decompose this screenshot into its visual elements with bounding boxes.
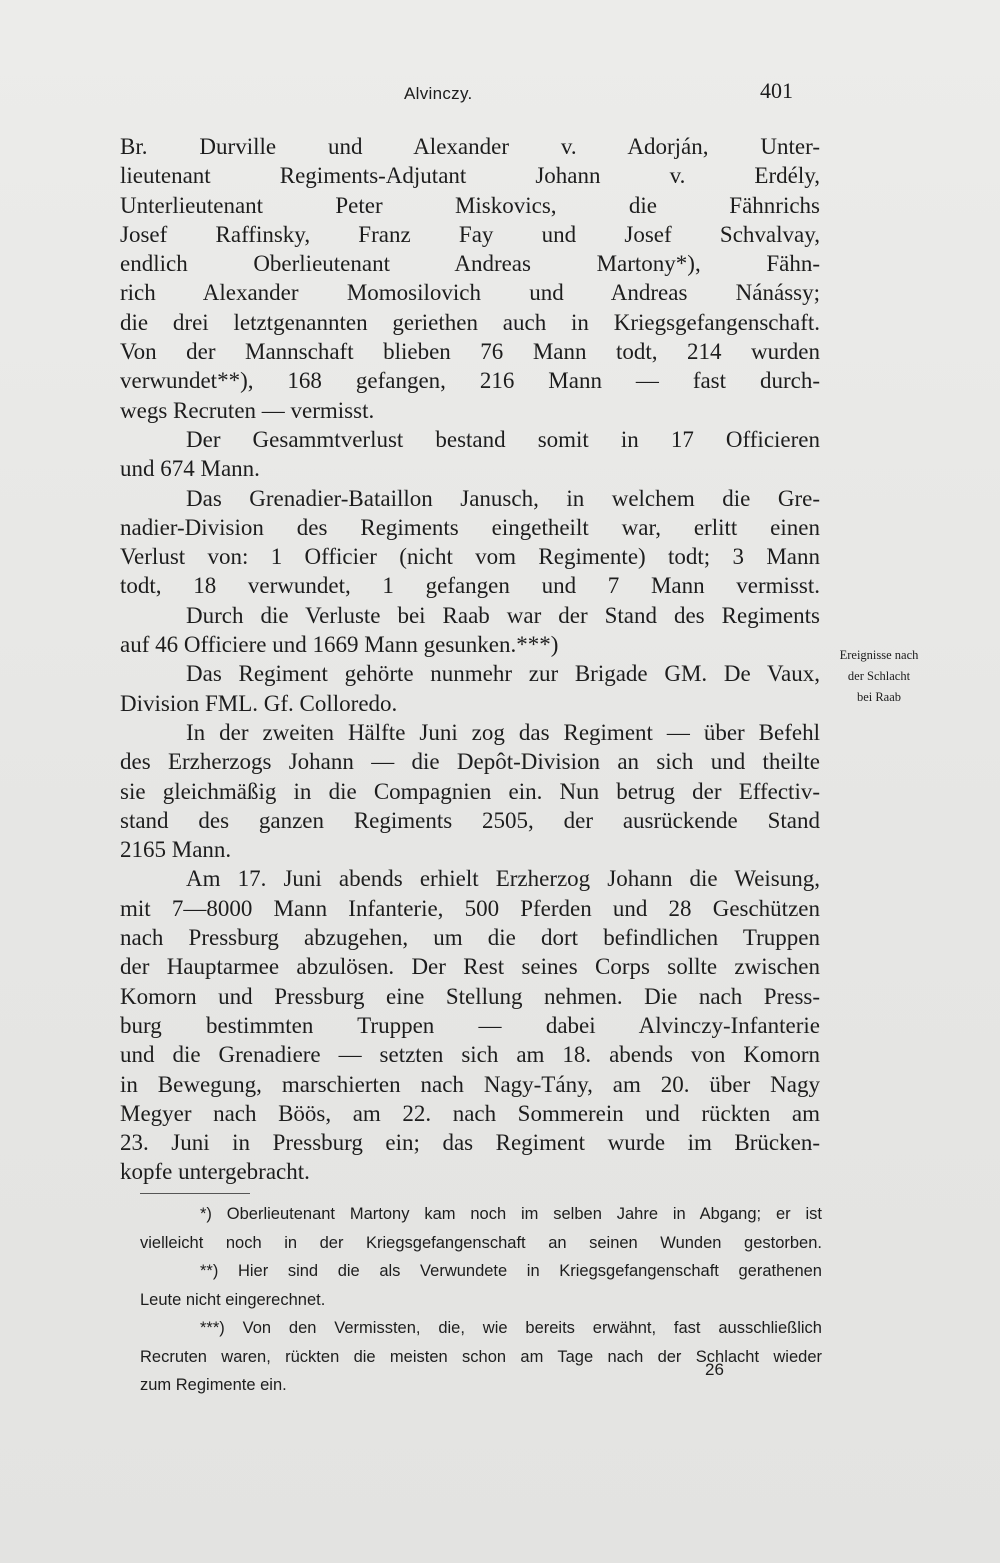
- text-line: nadier-Division des Regiments eingetheilt war, erlitt einen: [120, 514, 820, 540]
- page-number: 401: [760, 78, 793, 103]
- marginal-note-line: bei Raab: [856, 690, 902, 704]
- text-line: burg bestimmten Truppen — dabei Alvinczy-Infanterie: [120, 1012, 820, 1038]
- text-line: Br. Durville und Alexander v. Adorján, Unter-: [120, 134, 820, 159]
- footnote-separator: [140, 1193, 250, 1194]
- text-line: mit 7—8000 Mann Infanterie, 500 Pferden und 28 Geschützen: [120, 895, 820, 921]
- text-line: sie gleichmäßig in die Compagnien ein. Nun betrug der Effectiv-: [120, 778, 820, 804]
- text-line: Durch die Verluste bei Raab war der Stand des Regiments: [186, 602, 820, 628]
- text-line: Am 17. Juni abends erhielt Erzherzog Johann die Weisung,: [186, 866, 820, 892]
- text-line: wegs Recruten — vermisst.: [120, 397, 375, 423]
- text-line: verwundet**), 168 gefangen, 216 Mann — fast durch-: [120, 368, 820, 394]
- text-line: rich Alexander Momosilovich und Andreas Nánássy;: [120, 280, 820, 306]
- text-line: Unterlieutenant Peter Miskovics, die Fähnrichs: [120, 192, 820, 218]
- text-line: Der Gesammtverlust bestand somit in 17 Officieren: [186, 426, 820, 452]
- text-line: kopfe untergebracht.: [120, 1159, 310, 1185]
- text-line: 2165 Mann.: [120, 837, 232, 863]
- footnote-line: **) Hier sind die als Verwundete in Kriegsgefangenschaft gerathenen: [200, 1262, 822, 1280]
- text-line: 23. Juni in Pressburg ein; das Regiment wurde im Brücken-: [120, 1130, 820, 1156]
- footnote-line: zum Regimente ein.: [140, 1376, 287, 1394]
- text-line: endlich Oberlieutenant Andreas Martony*), Fähn-: [120, 251, 820, 277]
- text-line: in Bewegung, marschierten nach Nagy-Tány, am 20. über Nagy: [120, 1071, 820, 1097]
- main-text-block: [120, 132, 820, 1187]
- text-line: Megyer nach Böös, am 22. nach Sommerein und rückten am: [120, 1100, 820, 1126]
- text-line: Von der Mannschaft blieben 76 Mann todt, 214 wurden: [120, 339, 820, 365]
- footnote-line: Recruten waren, rückten die meisten schon am Tage nach der Schlacht wieder: [140, 1347, 822, 1366]
- marginal-note-line: Ereignisse nach: [839, 648, 919, 662]
- marginal-note: [820, 645, 938, 708]
- text-line: der Hauptarmee abzulösen. Der Rest seines Corps sollte zwischen: [120, 954, 820, 980]
- text-line: nach Pressburg abzugehen, um die dort befindlichen Truppen: [120, 925, 820, 951]
- signature-mark: 26: [705, 1360, 724, 1379]
- footnote-line: Leute nicht eingerechnet.: [140, 1290, 326, 1309]
- text-line: des Erzherzogs Johann — die Depôt-Division an sich und theilte: [120, 749, 820, 775]
- text-line: und 674 Mann.: [120, 456, 260, 482]
- text-line: Das Regiment gehörte nunmehr zur Brigade GM. De Vaux,: [186, 661, 820, 687]
- text-line: todt, 18 verwundet, 1 gefangen und 7 Mann vermisst.: [120, 573, 820, 599]
- marginal-note-line: der Schlacht: [847, 669, 911, 683]
- footnote-line: *) Oberlieutenant Martony kam noch im selben Jahre in Abgang; er ist: [200, 1205, 822, 1223]
- text-line: lieutenant Regiments-Adjutant Johann v. Erdély,: [120, 163, 820, 189]
- text-line: stand des ganzen Regiments 2505, der ausrückende Stand: [120, 807, 820, 833]
- text-line: In der zweiten Hälfte Juni zog das Regiment — über Befehl: [186, 719, 820, 745]
- text-line: Das Grenadier-Bataillon Janusch, in welchem die Gre-: [186, 485, 820, 511]
- text-line: Komorn und Pressburg eine Stellung nehmen. Die nach Press-: [120, 983, 820, 1009]
- footnote-line: ***) Von den Vermissten, die, wie bereits erwähnt, fast ausschließlich: [200, 1319, 822, 1337]
- text-line: Josef Raffinsky, Franz Fay und Josef Schvalvay,: [120, 221, 820, 247]
- text-line: Division FML. Gf. Colloredo.: [120, 690, 398, 716]
- text-line: die drei letztgenannten geriethen auch in Kriegsgefangenschaft.: [120, 309, 820, 335]
- running-title: Alvinczy.: [404, 84, 473, 103]
- text-line: Verlust von: 1 Officier (nicht vom Regimente) todt; 3 Mann: [120, 544, 820, 570]
- text-line: und die Grenadiere — setzten sich am 18. abends von Komorn: [120, 1042, 820, 1068]
- text-line: auf 46 Officiere und 1669 Mann gesunken.***): [120, 632, 559, 658]
- footnote-line: vielleicht noch in der Kriegsgefangenschaft an seinen Wunden gestorben.: [140, 1233, 822, 1252]
